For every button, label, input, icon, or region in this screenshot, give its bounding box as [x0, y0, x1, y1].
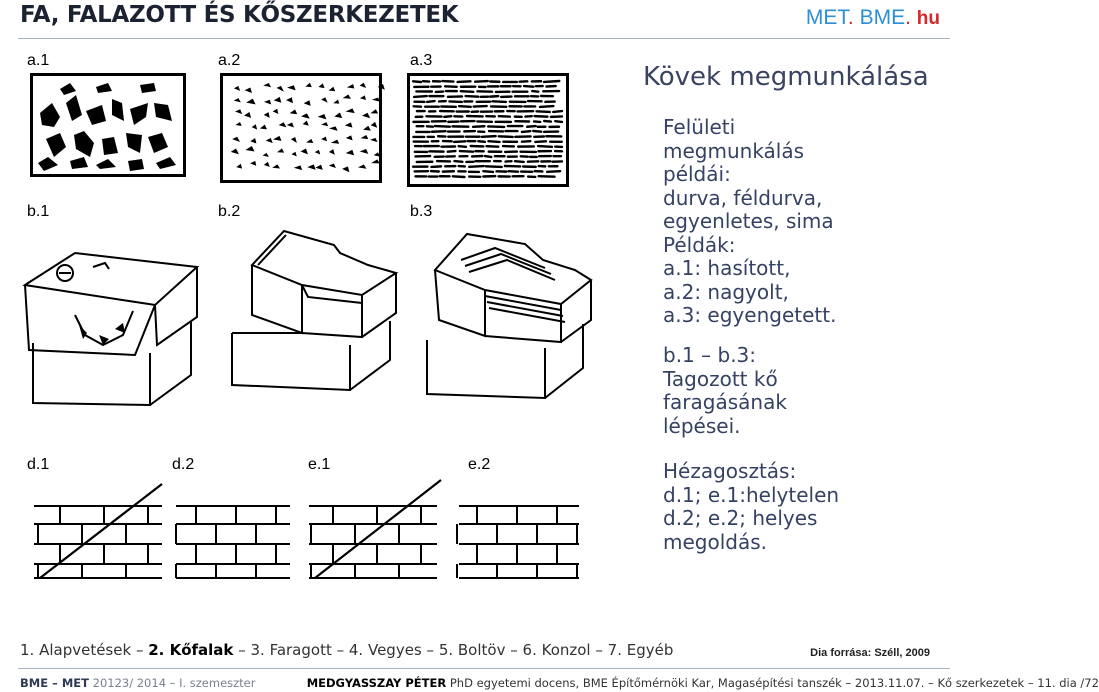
text-line: példái: [663, 162, 731, 186]
text-line: Tagozott kő [663, 366, 778, 391]
text-line: b.1 – b.3: [663, 343, 757, 367]
nav-separator: – [336, 641, 345, 659]
text-line: Felületi [663, 115, 736, 139]
nav-item-faragott[interactable]: 3. Faragott [250, 641, 332, 659]
joint-layout-e2 [455, 478, 585, 583]
nav-item-boltov[interactable]: 5. Boltöv [438, 641, 506, 659]
stone-texture-a2 [220, 73, 382, 183]
carving-steps-text [663, 344, 787, 438]
footer-author: MEDGYASSZAY PÉTER [306, 676, 447, 690]
text-line: megmunkálás [663, 138, 805, 163]
joint-layout-text [663, 460, 839, 554]
nav-item-vegyes[interactable]: 4. Vegyes [348, 641, 422, 659]
figure-label-a1: a.1 [27, 52, 50, 69]
nav-item-egyeb[interactable]: 7. Egyéb [607, 641, 674, 659]
stone-texture-a3 [407, 73, 569, 187]
slide-source: Dia forrása: Széll, 2009 [810, 647, 930, 659]
footer [20, 676, 1099, 690]
nav-item-konzol[interactable]: 6. Konzol [522, 641, 591, 659]
nav-separator: – [135, 641, 144, 659]
figure-label-d1: d.1 [27, 456, 50, 473]
logo-bme: BME [859, 6, 906, 29]
text-line: a.2: nagyolt, [663, 279, 789, 304]
stone-texture-a1 [30, 73, 186, 177]
joint-layout-d2 [172, 478, 297, 583]
logo-hu: hu [916, 8, 940, 29]
stone-carving-step-b1 [15, 225, 205, 410]
text-line: d.1; e.1:helytelen [663, 482, 840, 507]
text-line: lépései. [663, 413, 741, 438]
figure-label-b3: b.3 [410, 203, 433, 220]
text-line: faragásának [663, 390, 787, 414]
joint-layout-d1 [30, 478, 170, 583]
met-bme-logo[interactable]: MET. BME. hu [805, 6, 940, 29]
nav-item-kofalak[interactable]: 2. Kőfalak [148, 641, 234, 659]
page-title: FA, FALAZOTT ÉS KŐSZERKEZETEK [20, 2, 459, 28]
footer-divider [18, 668, 950, 669]
figure-label-b1: b.1 [27, 203, 50, 220]
footer-details: PhD egyetemi docens, BME Építőmérnöki Kar, Magasépítési tanszék – 2013.11.07. – Kő szerkezetek – 11. dia /72 [449, 676, 1099, 690]
figure-label-a2: a.2 [218, 52, 241, 69]
stone-carving-step-b2 [222, 225, 402, 400]
stone-carving-step-b3 [415, 220, 595, 405]
text-line: Példák: [663, 232, 736, 257]
footer-semester: 20123/ 2014 – I. szemeszter [92, 676, 256, 690]
joint-layout-e1 [305, 478, 445, 583]
text-line: a.1: hasított, [663, 256, 791, 280]
nav-separator: – [510, 641, 518, 659]
text-line: egyenletes, sima [663, 209, 834, 233]
text-line: a.3: egyengetett. [663, 303, 837, 327]
footer-department: BME – MET [20, 676, 89, 690]
nav-item-alapvetesek[interactable]: 1. Alapvetések [20, 641, 132, 659]
nav-separator: – [238, 641, 246, 659]
text-line: Hézagosztás: [663, 459, 797, 483]
text-line: d.2; e.2; helyes [663, 506, 818, 530]
nav-separator: – [595, 641, 603, 659]
figure-label-e1: e.1 [308, 456, 331, 473]
header-divider [18, 38, 950, 39]
chapter-navigation [20, 641, 673, 659]
logo-met: MET [805, 6, 848, 29]
surface-treatment-text [663, 116, 836, 328]
figure-label-b2: b.2 [218, 203, 241, 220]
text-line: megoldás. [663, 529, 768, 554]
figure-label-d2: d.2 [172, 456, 195, 473]
nav-separator: – [426, 641, 435, 659]
figure-label-e2: e.2 [468, 456, 491, 473]
section-heading: Kövek megmunkálása [643, 62, 929, 92]
figure-label-a3: a.3 [410, 52, 433, 69]
text-line: durva, féldurva, [663, 185, 823, 210]
